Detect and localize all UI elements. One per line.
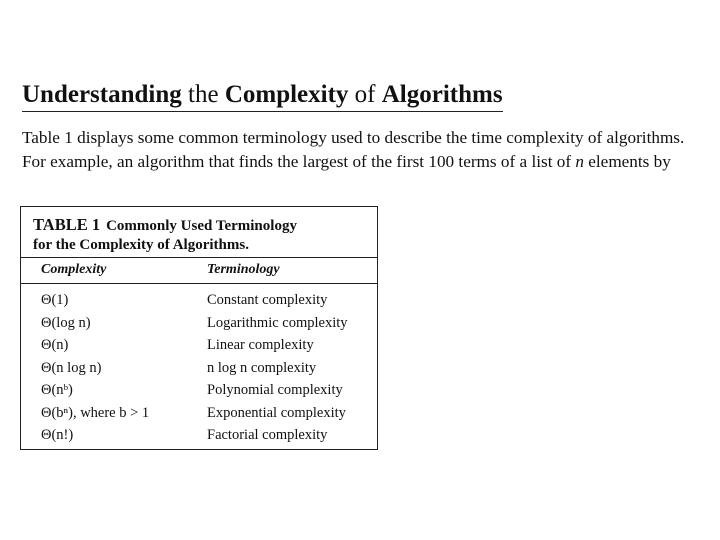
complexity-cell: Θ(nᵇ) <box>41 382 73 398</box>
table-row <box>21 334 377 357</box>
page-heading <box>22 80 503 112</box>
complexity-cell: Θ(1) <box>41 292 69 308</box>
heading-word-of: of <box>354 81 376 108</box>
terminology-cell: Constant complexity <box>207 292 328 308</box>
table-caption <box>33 215 297 255</box>
table-rule-top <box>21 257 377 258</box>
heading-word-complexity: Complexity <box>224 81 349 108</box>
complexity-cell: Θ(n!) <box>41 427 74 443</box>
complexity-cell: Θ(log n) <box>41 314 91 331</box>
table-body <box>21 289 377 447</box>
heading-word-understanding: Understanding <box>22 81 182 108</box>
intro-line-2-end: elements by <box>583 152 671 171</box>
terminology-cell: Polynomial complexity <box>207 382 343 398</box>
complexity-cell: Θ(n) <box>41 337 69 353</box>
table-row <box>21 424 377 447</box>
intro-line-2-start: For example, an algorithm that finds the largest of the first 100 terms of a list of <box>22 152 576 171</box>
terminology-cell: Logarithmic complexity <box>207 314 348 331</box>
terminology-cell: Linear complexity <box>207 337 314 353</box>
table-caption-title: Commonly Used Terminology <box>106 218 297 234</box>
table-row <box>21 312 377 335</box>
table-caption-label: TABLE 1 <box>33 215 101 234</box>
column-header-complexity: Complexity <box>41 262 107 277</box>
terminology-cell: Exponential complexity <box>207 404 346 421</box>
table-row <box>21 289 377 312</box>
intro-paragraph <box>22 126 720 174</box>
complexity-cell: Θ(n log n) <box>41 359 102 376</box>
terminology-cell: n log n complexity <box>207 359 317 376</box>
heading-word-the: the <box>188 81 219 108</box>
terminology-cell: Factorial complexity <box>207 427 328 443</box>
table-row <box>21 379 377 402</box>
table-caption-line-1 <box>33 215 297 236</box>
table-row <box>21 357 377 380</box>
intro-variable-n: n <box>575 152 584 171</box>
table-caption-line-2: for the Complexity of Algorithms. <box>33 237 249 253</box>
complexity-cell: Θ(bⁿ), where b > 1 <box>41 404 150 421</box>
heading-word-algorithms: Algorithms <box>381 81 503 108</box>
intro-line-2 <box>22 150 720 174</box>
intro-line-1: Table 1 displays some common terminology used to describe the time complexity of algorithms. <box>22 128 685 147</box>
table-rule-header <box>21 283 377 284</box>
complexity-table <box>20 206 378 450</box>
table-row <box>21 402 377 425</box>
column-header-terminology: Terminology <box>207 262 280 277</box>
